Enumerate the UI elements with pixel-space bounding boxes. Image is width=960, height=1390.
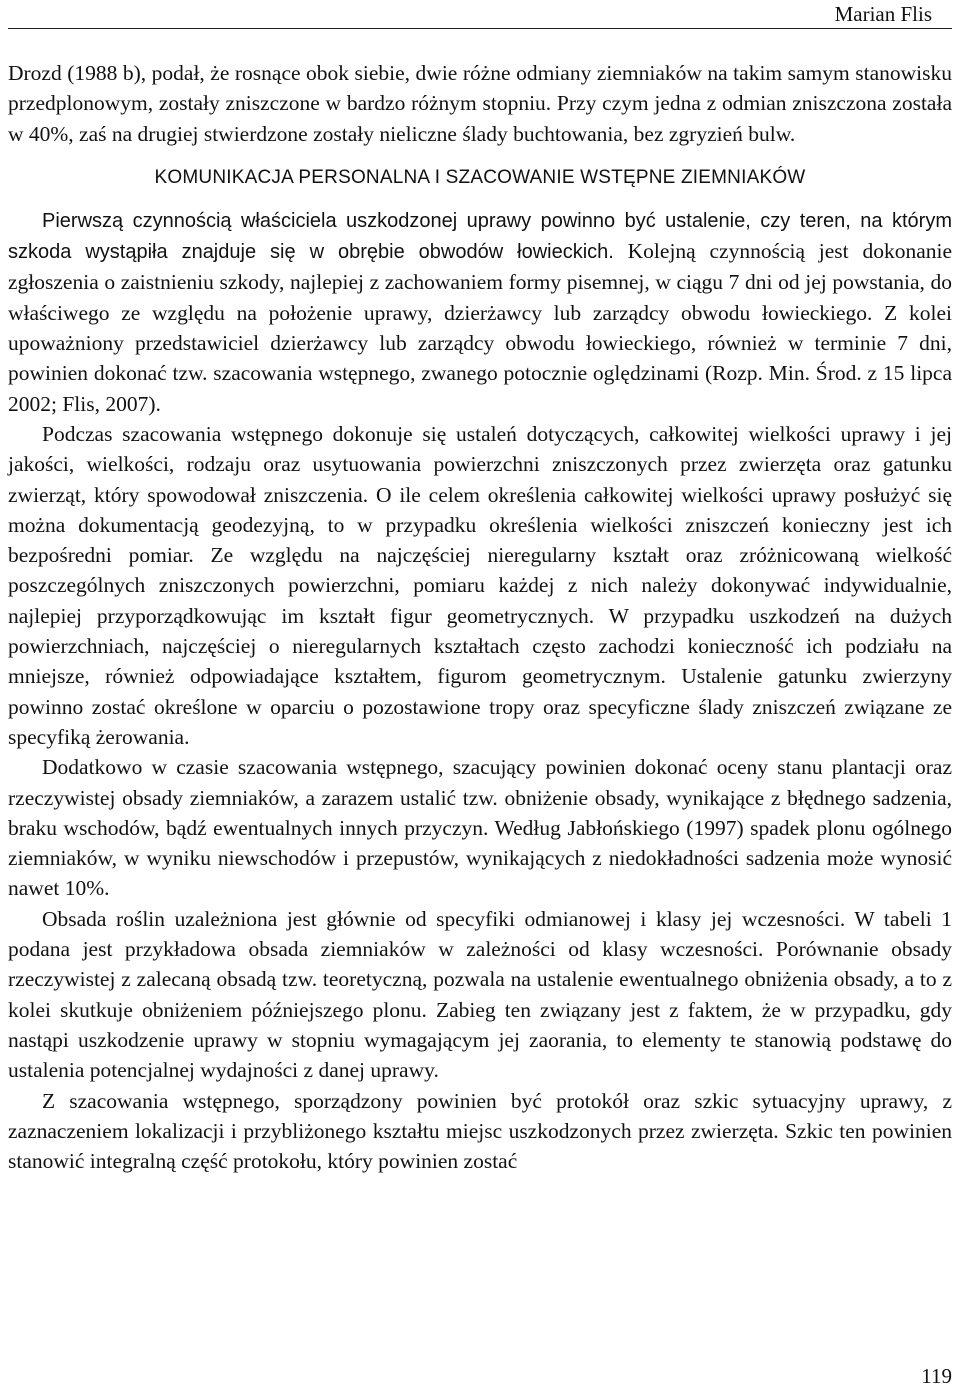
page-header (8, 0, 952, 29)
paragraph-1-sans-part: Pierwszą czynnością właściciela uszkodzonej uprawy powinno być ustalenie, czy teren, na którym szkoda wystąpiła znajduje się w obrębie obwodów łowieckich. (8, 209, 952, 264)
paragraph-1 (8, 205, 952, 419)
page-number: 119 (921, 1364, 952, 1388)
paragraph-4: Obsada roślin uzależniona jest głównie od specyfiki odmianowej i klasy jej wczesności. W tabeli 1 podana jest przykładowa obsada ziemniaków w zależności od klasy wczesności. Porównanie obsady rzeczywistej z zalecaną obsadą tzw. teoretyczną, pozwala na ustalenie ewentualnego obniżenia obsady, a to z kolei skutkuje obniżeniem późniejszego plonu. Zabieg ten związany jest z faktem, że w przypadku, gdy nastąpi uszkodzenie uprawy w stopniu wymagającym jej zaorania, to elementy te stanowią podstawę do ustalenia potencjalnej wydajności z danej uprawy. (8, 906, 952, 1083)
paragraph-1-serif-part: Kolejną czynnością jest dokonanie zgłoszenia o zaistnieniu szkody, najlepiej z zachowaniem formy pisemnej, w ciągu 7 dni od jej powstania, do właściwego ze względu na położenie uprawy, dzierżawcy lub zarządcy obwodu łowieckiego. Z kolei upoważniony przedstawiciel dzierżawcy lub zarządcy obwodu łowieckiego, również w terminie 7 dni, powinien dokonać tzw. szacowania wstępnego, zwanego potocznie oględzinami (Rozp. Min. Środ. z 15 lipca 2002; Flis, 2007). (8, 239, 952, 416)
page-body (8, 58, 952, 1176)
paragraph-5: Z szacowania wstępnego, sporządzony powinien być protokół oraz szkic sytuacyjny uprawy, z zaznaczeniem lokalizacji i przybliżonego kształtu miejsc uszkodzonych przez zwierzęta. Szkic ten powinien stanowić integralną część protokołu, który powinien zostać (8, 1088, 952, 1174)
intro-paragraph: Drozd (1988 b), podał, że rosnące obok siebie, dwie różne odmiany ziemniaków na takim samym stanowisku przedplonowym, zostały zniszczone w bardzo różnym stopniu. Przy czym jedna z odmian zniszczona została w 40%, zaś na drugiej stwierdzone zostały nieliczne ślady buchtowania, bez zgryzień bulw. (8, 61, 952, 146)
section-heading: KOMUNIKACJA PERSONALNA I SZACOWANIE WSTĘPNE ZIEMNIAKÓW (154, 166, 806, 188)
paragraph-3: Dodatkowo w czasie szacowania wstępnego, szacujący powinien dokonać oceny stanu plantacji oraz rzeczywistej obsady ziemniaków, a zarazem ustalić tzw. obniżenie obsady, wynikające z błędnego sadzenia, braku wschodów, bądź ewentualnych innych przyczyn. Według Jabłońskiego (1997) spadek plonu ogólnego ziemniaków, w wyniku niewschodów i przepustów, wynikających z niedokładności sadzenia może wynosić nawet 10%. (8, 755, 952, 901)
paragraph-2: Podczas szacowania wstępnego dokonuje się ustaleń dotyczących, całkowitej wielkości uprawy i jej jakości, wielkości, rodzaju oraz usytuowania powierzchni zniszczonych przez zwierzęta oraz gatunku zwierząt, który spowodował zniszczenia. O ile celem określenia całkowitej wielkości uprawy posłużyć się można dokumentacją geodezyjną, to w przypadku określenia wielkości zniszczeń konieczny jest ich bezpośredni pomiar. Ze względu na najczęściej nieregularny kształt oraz zróżnicowaną wielkość poszczególnych zniszczonych powierzchni, pomiaru każdej z nich należy dokonywać indywidualnie, najlepiej przyporządkowując im kształt figur geometrycznych. W przypadku uszkodzeń na dużych powierzchniach, najczęściej o nieregularnych kształtach często zachodzi konieczność ich podziału na mniejsze, również odpowiadające kształtem, figurom geometrycznym. Ustalenie gatunku zwierzyny powinno zostać określone w oparciu o pozostawione tropy oraz specyficzne ślady zniszczeń związane ze specyfiką żerowania. (8, 421, 952, 749)
running-head: Marian Flis (834, 2, 932, 26)
